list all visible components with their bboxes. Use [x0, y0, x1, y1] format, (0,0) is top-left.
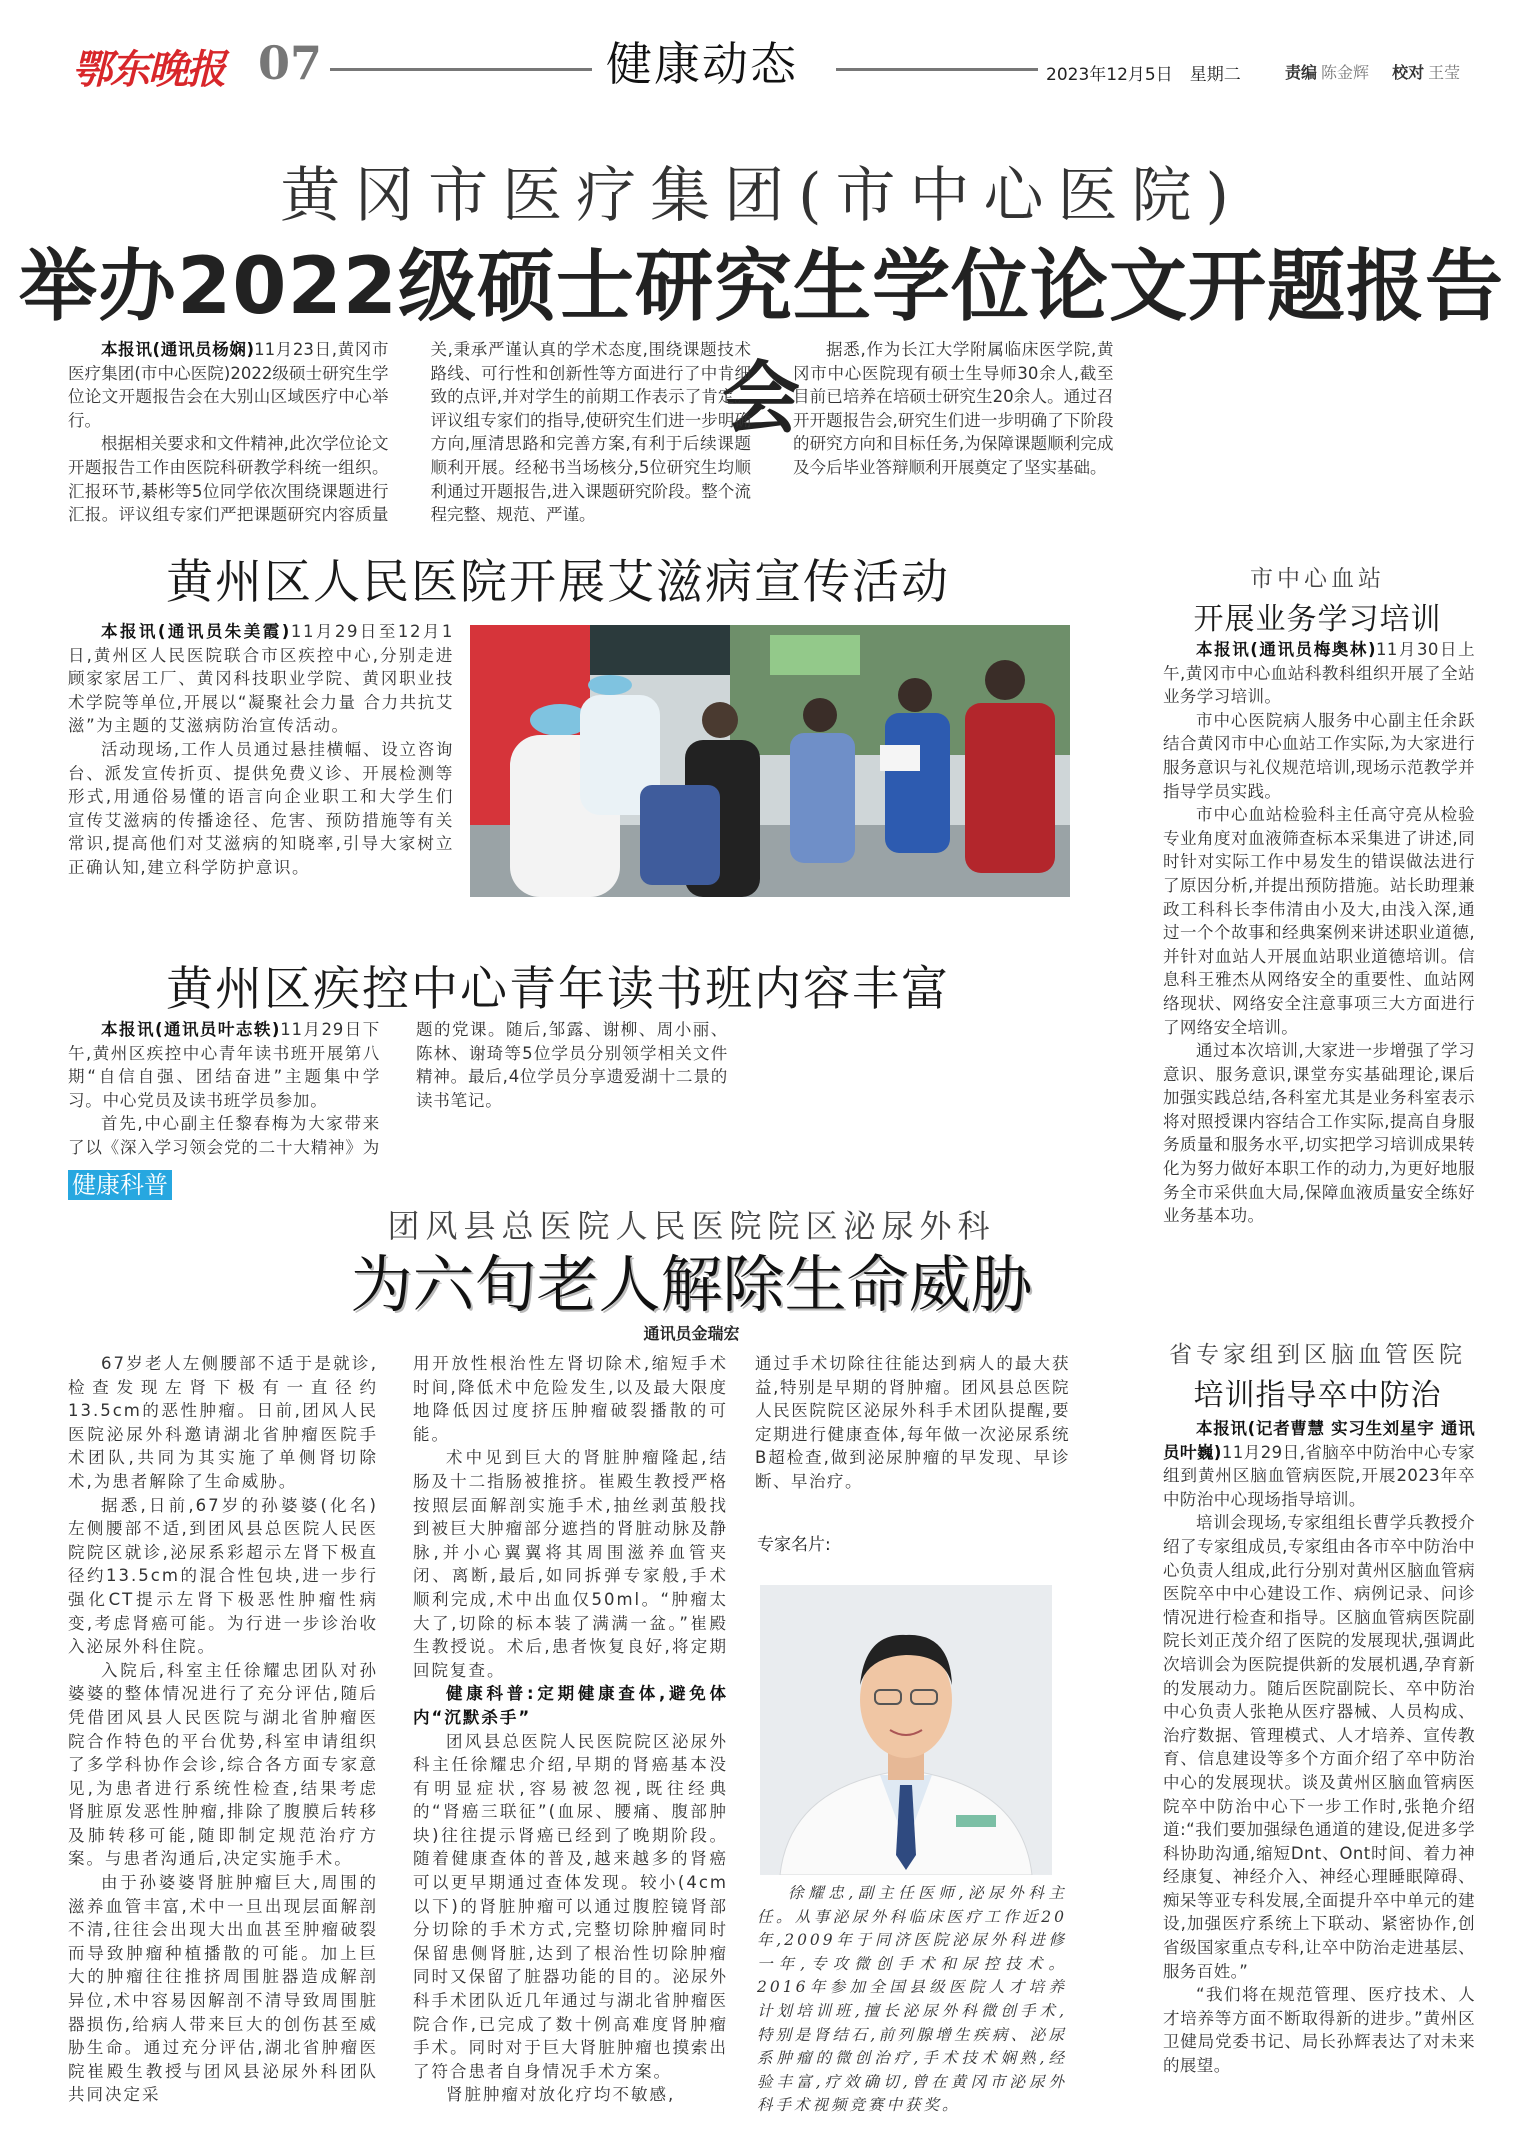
paragraph-text: 肾脏肿瘤对放化疗均不敏感,: [446, 2085, 676, 2105]
editor-credits: [1285, 60, 1460, 83]
article5-column-1: [68, 1352, 378, 2107]
article1-subtitle: 黄冈市医疗集团(市中心医院): [280, 161, 1243, 231]
paragraph: [413, 1446, 728, 1682]
paragraph: [68, 620, 454, 738]
paragraph-text: 市中心医院病人服务中心副主任余跃结合黄冈市中心血站工作实际,为大家进行服务意识与礼仪规范培训,现场示范教学并指导学员实践。: [1163, 710, 1475, 801]
paragraph: [68, 338, 389, 432]
article4-subtitle: 市中心血站: [1250, 566, 1385, 592]
expert-card-label: 专家名片:: [757, 1535, 831, 1555]
paragraph: [68, 1018, 380, 1112]
paragraph-text: 活动现场,工作人员通过悬挂横幅、设立咨询台、派发宣传折页、提供免费义诊、开展检测等形式,用通俗易懂的语言向企业职工和大学生们宣传艾滋病的传播途径、危害、预防措施等有关常识,提高他们对艾滋病的知晓率,引导大家树立正确认知,建立科学防护意识。: [68, 739, 454, 877]
article5-byline: 通讯员金瑞宏: [643, 1324, 740, 1343]
expert-caption-text: 徐耀忠,副主任医师,泌尿外科主任。从事泌尿外科临床医疗工作近20年,2009年于同济医院泌尿外科进修一年,专攻微创手术和尿控技术。2016年参加全国县级医院人才培养计划培训班,擅长泌尿外科微创手术,特别是肾结石,前列腺增生疾病、泌尿系肿瘤的微创治疗,手术技术娴熟,经验丰富,疗效确切,曾在黄冈市泌尿外科手术视频竞赛中获奖。: [757, 1884, 1067, 2115]
paragraph: [1163, 1511, 1475, 1983]
paragraph: [413, 2083, 728, 2107]
article5-subtitle: 团风县总医院人民医院院区泌尿外科: [387, 1207, 996, 1245]
article6-subtitle: 省专家组到区脑血管医院: [1169, 1342, 1466, 1368]
paragraph: [413, 1730, 728, 2084]
article3-title: 黄州区疾控中心青年读书班内容丰富: [166, 962, 950, 1017]
proof-name: 王莹: [1428, 63, 1461, 82]
editor-name: 陈金辉: [1321, 63, 1370, 82]
paragraph: [1163, 1417, 1475, 1511]
paragraph-text: 团风县总医院人民医院院区泌尿外科主任徐耀忠介绍,早期的肾癌基本没有明显症状,容易被忽视,既往经典的“肾癌三联征”(血尿、腰痛、腹部肿块)往往提示肾癌已经到了晚期阶段。随着健康查体的普及,越来越多的肾癌可以更早期通过查体发现。较小(4cm以下)的肾脏肿瘤可以通过腹腔镜肾部分切除的手术方式,完整切除肿瘤同时保留患侧肾脏,达到了根治性切除肿瘤同时又保留了脏器功能的目的。泌尿外科手术团队近几年通过与湖北省肿瘤医院合作,已完成了数十例高难度肾肿瘤手术。同时对于巨大肾脏肿瘤也摸索出了符合患者自身情况手术方案。: [413, 1731, 728, 2081]
paragraph-text: 67岁老人左侧腰部不适于是就诊,检查发现左肾下极有一直径约13.5cm的恶性肿瘤。日前,团风人民医院泌尿外科邀请湖北省肿瘤医院手术团队,共同为其实施了单侧肾切除术,为患者解除了生命威胁。: [68, 1354, 378, 1491]
page-number: 07: [258, 36, 323, 90]
paragraph: [1163, 803, 1475, 1039]
paragraph: [1163, 1983, 1475, 2077]
paragraph-text: 据悉,作为长江大学附属临床医学院,黄冈市中心医院现有硕士生导师30余人,截至目前已培养在培硕士研究生20余人。通过召开开题报告会,研究生们进一步明确了下阶段的研究方向和目标任务,为保障课题顺利完成及今后毕业答辩顺利开展奠定了坚实基础。: [793, 340, 1114, 477]
paragraph-text: 培训会现场,专家组组长曹学兵教授介绍了专家组成员,专家组由各市卒中防治中心负责人组成,此行分别对黄州区脑血管病医院卒中中心建设工作、病例记录、问诊情况进行检查和指导。区脑血管病医院副院长刘正茂介绍了医院的发展现状,强调此次培训会为医院提供新的发展机遇,孕育新的发展动力。随后医院副院长、卒中防治中心负责人张艳从医疗器械、人员构成、治疗数据、管理模式、人才培养、宣传教育、信息建设等多个方面介绍了卒中防治中心的发展现状。谈及黄州区脑血管病医院卒中防治中心下一步工作时,张艳介绍道:“我们要加强绿色通道的建设,促进多学科协助沟通,缩短Dnt、Ont时间、着力神经康复、神经介入、神经心理睡眠障碍、痴呆等亚专科发展,全面提升卒中单元的建设,加强医疗系统上下联动、紧密协作,创省级国家重点专科,让卒中防治走进基层、服务百姓。”: [1163, 1513, 1475, 1981]
paragraph: [1163, 638, 1475, 709]
paragraph: [68, 1494, 378, 1659]
dateline-lead: 本报讯(记者曹慧 实习生刘星宇 通讯员叶巍): [1163, 1419, 1475, 1462]
paragraph-text: 通过手术切除往往能达到病人的最大获益,特别是早期的肾肿瘤。团风县总医院人民医院院区泌尿外科手术团队提醒,要定期进行健康查体,每年做一次泌尿系统B超检查,做到泌尿肿瘤的早发现、早诊断、早治疗。: [755, 1354, 1070, 1491]
paragraph: [1163, 709, 1475, 803]
expert-portrait-photo: [760, 1585, 1052, 1875]
article4-title: 开展业务学习培训: [1193, 602, 1442, 637]
dateline-lead: 本报讯(通讯员杨娴): [101, 340, 255, 359]
dateline-lead: 本报讯(通讯员叶志轶): [101, 1020, 281, 1039]
paragraph-text: 11月29日,省脑卒中防治中心专家组到黄州区脑血管病医院,开展2023年卒中防治中心现场指导培训。: [1163, 1442, 1475, 1509]
paragraph-text: 11月23日,黄冈市医疗集团(市中心医院)2022级硕士研究生学位论文开题报告会在大别山区域医疗中心举行。: [68, 340, 389, 430]
section-title: 健康动态: [606, 37, 798, 91]
header-divider: [836, 68, 1038, 71]
paragraph-text: 健康科普:定期健康查体,避免体内“沉默杀手”: [413, 1684, 728, 1727]
paragraph-text: 通过本次培训,大家进一步增强了学习意识、服务意识,课堂夯实基础理论,课后加强实践总结,各科室尤其是业务科室表示将对照授课内容结合工作实际,提高自身服务质量和服务水平,切实把学习培训成果转化为努力做好本职工作的动力,为更好地服务全市采供血大局,保障血液质量安全练好业务基本功。: [1163, 1041, 1475, 1226]
paragraph-text: 据悉,日前,67岁的孙婆婆(化名)左侧腰部不适,到团风县总医院人民医院院区就诊,泌尿系彩超示左肾下极直径约13.5cm的混合性包块,进一步行强化CT提示左肾下极恶性肿瘤性病变,考虑肾癌可能。为行进一步诊治收入泌尿外科住院。: [68, 1495, 378, 1657]
expert-caption: [757, 1882, 1067, 2118]
article2-title: 黄州区人民医院开展艾滋病宣传活动: [166, 555, 950, 610]
article3-body: [68, 1018, 1076, 1160]
paragraph: [755, 1352, 1070, 1494]
paragraph-text: 11月29日至12月1日,黄州区人民医院联合市区疾控中心,分别走进顾家家居工厂、黄冈科技职业学院、黄冈职业技术学院等单位,开展以“凝聚社会力量 合力共抗艾滋”为主题的艾滋病防治宣传活动。: [68, 622, 454, 736]
dateline-lead: 本报讯(通讯员梅奥林): [1196, 640, 1376, 659]
article5-column-2: [413, 1352, 728, 2107]
article6-body: [1163, 1417, 1475, 2078]
dateline-lead: 本报讯(通讯员朱美霞): [101, 622, 291, 641]
paragraph: [68, 738, 454, 880]
paragraph: [793, 338, 1114, 480]
health-science-tag: 健康科普: [68, 1170, 172, 1200]
article6-title: 培训指导卒中防治: [1193, 1378, 1442, 1413]
article1-title: 举办2022级硕士研究生学位论文开题报告会: [18, 242, 1505, 444]
paragraph-text: 入院后,科室主任徐耀忠团队对孙婆婆的整体情况进行了充分评估,随后凭借团风县人民医院与湖北省肿瘤医院合作特色的平台优势,科室申请组织了多学科协作会诊,综合各方面专家意见,为患者进行系统性检查,结果考虑肾脏原发恶性肿瘤,排除了腹膜后转移及肺转移可能,随即制定规范治疗方案。与患者沟通后,决定实施手术。: [68, 1660, 378, 1869]
paragraph-text: 由于孙婆婆肾脏肿瘤巨大,周围的滋养血管丰富,术中一旦出现层面解剖不清,往往会出现大出血甚至肿瘤破裂而导致肿瘤种植播散的可能。加上巨大的肿瘤往往推挤周围脏器造成解剖异位,术中容易因解剖不清导致周围脏器损伤,给病人带来巨大的创伤甚至威胁生命。通过充分评估,湖北省肿瘤医院崔殿生教授与团风县泌尿外科团队共同决定采: [68, 1873, 378, 2105]
paragraph: [68, 1659, 378, 1871]
article2-body: [68, 620, 454, 880]
aids-campaign-photo: [470, 625, 1070, 897]
paragraph: [68, 1871, 378, 2107]
editor-label: 责编: [1285, 63, 1318, 82]
paragraph: [413, 1352, 728, 1446]
section-subheading: [413, 1682, 728, 1729]
paragraph-text: 术中见到巨大的肾脏肿瘤隆起,结肠及十二指肠被推挤。崔殿生教授严格按照层面解剖实施手术,抽丝剥茧般找到被巨大肿瘤部分遮挡的肾脏动脉及静脉,并小心翼翼将其周围滋养血管夹闭、离断,最后,如同拆弹专家般,手术顺利完成,术中出血仅50ml。“肿瘤太大了,切除的标本装了满满一盆。”崔殿生教授说。术后,患者恢复良好,将定期回院复查。: [413, 1448, 728, 1680]
newspaper-logo: 鄂东晚报: [72, 46, 224, 93]
article5-column-3: [755, 1352, 1070, 1494]
article5-title: 为六旬老人解除生命威胁: [350, 1248, 1033, 1321]
paragraph-text: 根据相关要求和文件精神,此次学位论文开题报告工作由医院科研教学科统一组织。汇报环节,綦彬等5位同学依次围绕课题进行汇报。评议组专家们严把课题研究内容质量关,秉承严谨认真的学术态度,围绕课题技术路线、可行性和创新性等方面进行了中肯细致的点评,并对学生的前期工作表示了肯定。评议组专家们的指导,使研究生们进一步明确方向,厘清思路和完善方案,有利于后续课题顺利开展。经秘书当场核分,5位研究生均顺利通过开题报告,进入课题研究阶段。整个流程完整、规范、严谨。: [68, 340, 751, 525]
paragraph-text: “我们将在规范管理、医疗技术、人才培养等方面不断取得新的进步。”黄州区卫健局党委书记、局长孙辉表达了对未来的展望。: [1163, 1985, 1475, 2076]
article1-body: [68, 338, 1476, 528]
issue-date: 2023年12月5日 星期二: [1046, 65, 1241, 85]
paragraph: [68, 1352, 378, 1494]
paragraph: [1163, 1039, 1475, 1228]
paragraph-text: 首先,中心副主任黎春梅为大家带来了以《深入学习领会党的二十大精神》为题的党课。随后,邹露、谢柳、周小丽、陈林、谢琦等5位学员分别领学相关文件精神。最后,4位学员分享遗爱湖十二景的读书笔记。: [68, 1020, 728, 1157]
paragraph-text: 用开放性根治性左肾切除术,缩短手术时间,降低术中危险发生,以及最大限度地降低因过度挤压肿瘤破裂播散的可能。: [413, 1354, 728, 1444]
article4-body: [1163, 638, 1475, 1228]
paragraph-text: 市中心血站检验科主任高守亮从检验专业角度对血液筛查标本采集进了讲述,同时针对实际工作中易发生的错误做法进行了原因分析,并提出预防措施。站长助理兼政工科科长李伟清由小及大,由浅入深,通过一个个故事和经典案例来讲述职业道德,并针对血站人开展血站职业道德培训。信息科王雅杰从网络安全的重要性、血站网络现状、网络安全注意事项三大方面进行了网络安全培训。: [1163, 805, 1475, 1037]
paragraph-text: 11月29日下午,黄州区疾控中心青年读书班开展第八期“自信自强、团结奋进”主题集中学习。中心党员及读书班学员参加。: [68, 1020, 380, 1110]
proof-label: 校对: [1392, 63, 1425, 82]
header-divider: [330, 68, 592, 71]
paragraph-text: 11月30日上午,黄冈市中心血站科教科组织开展了全站业务学习培训。: [1163, 640, 1476, 707]
